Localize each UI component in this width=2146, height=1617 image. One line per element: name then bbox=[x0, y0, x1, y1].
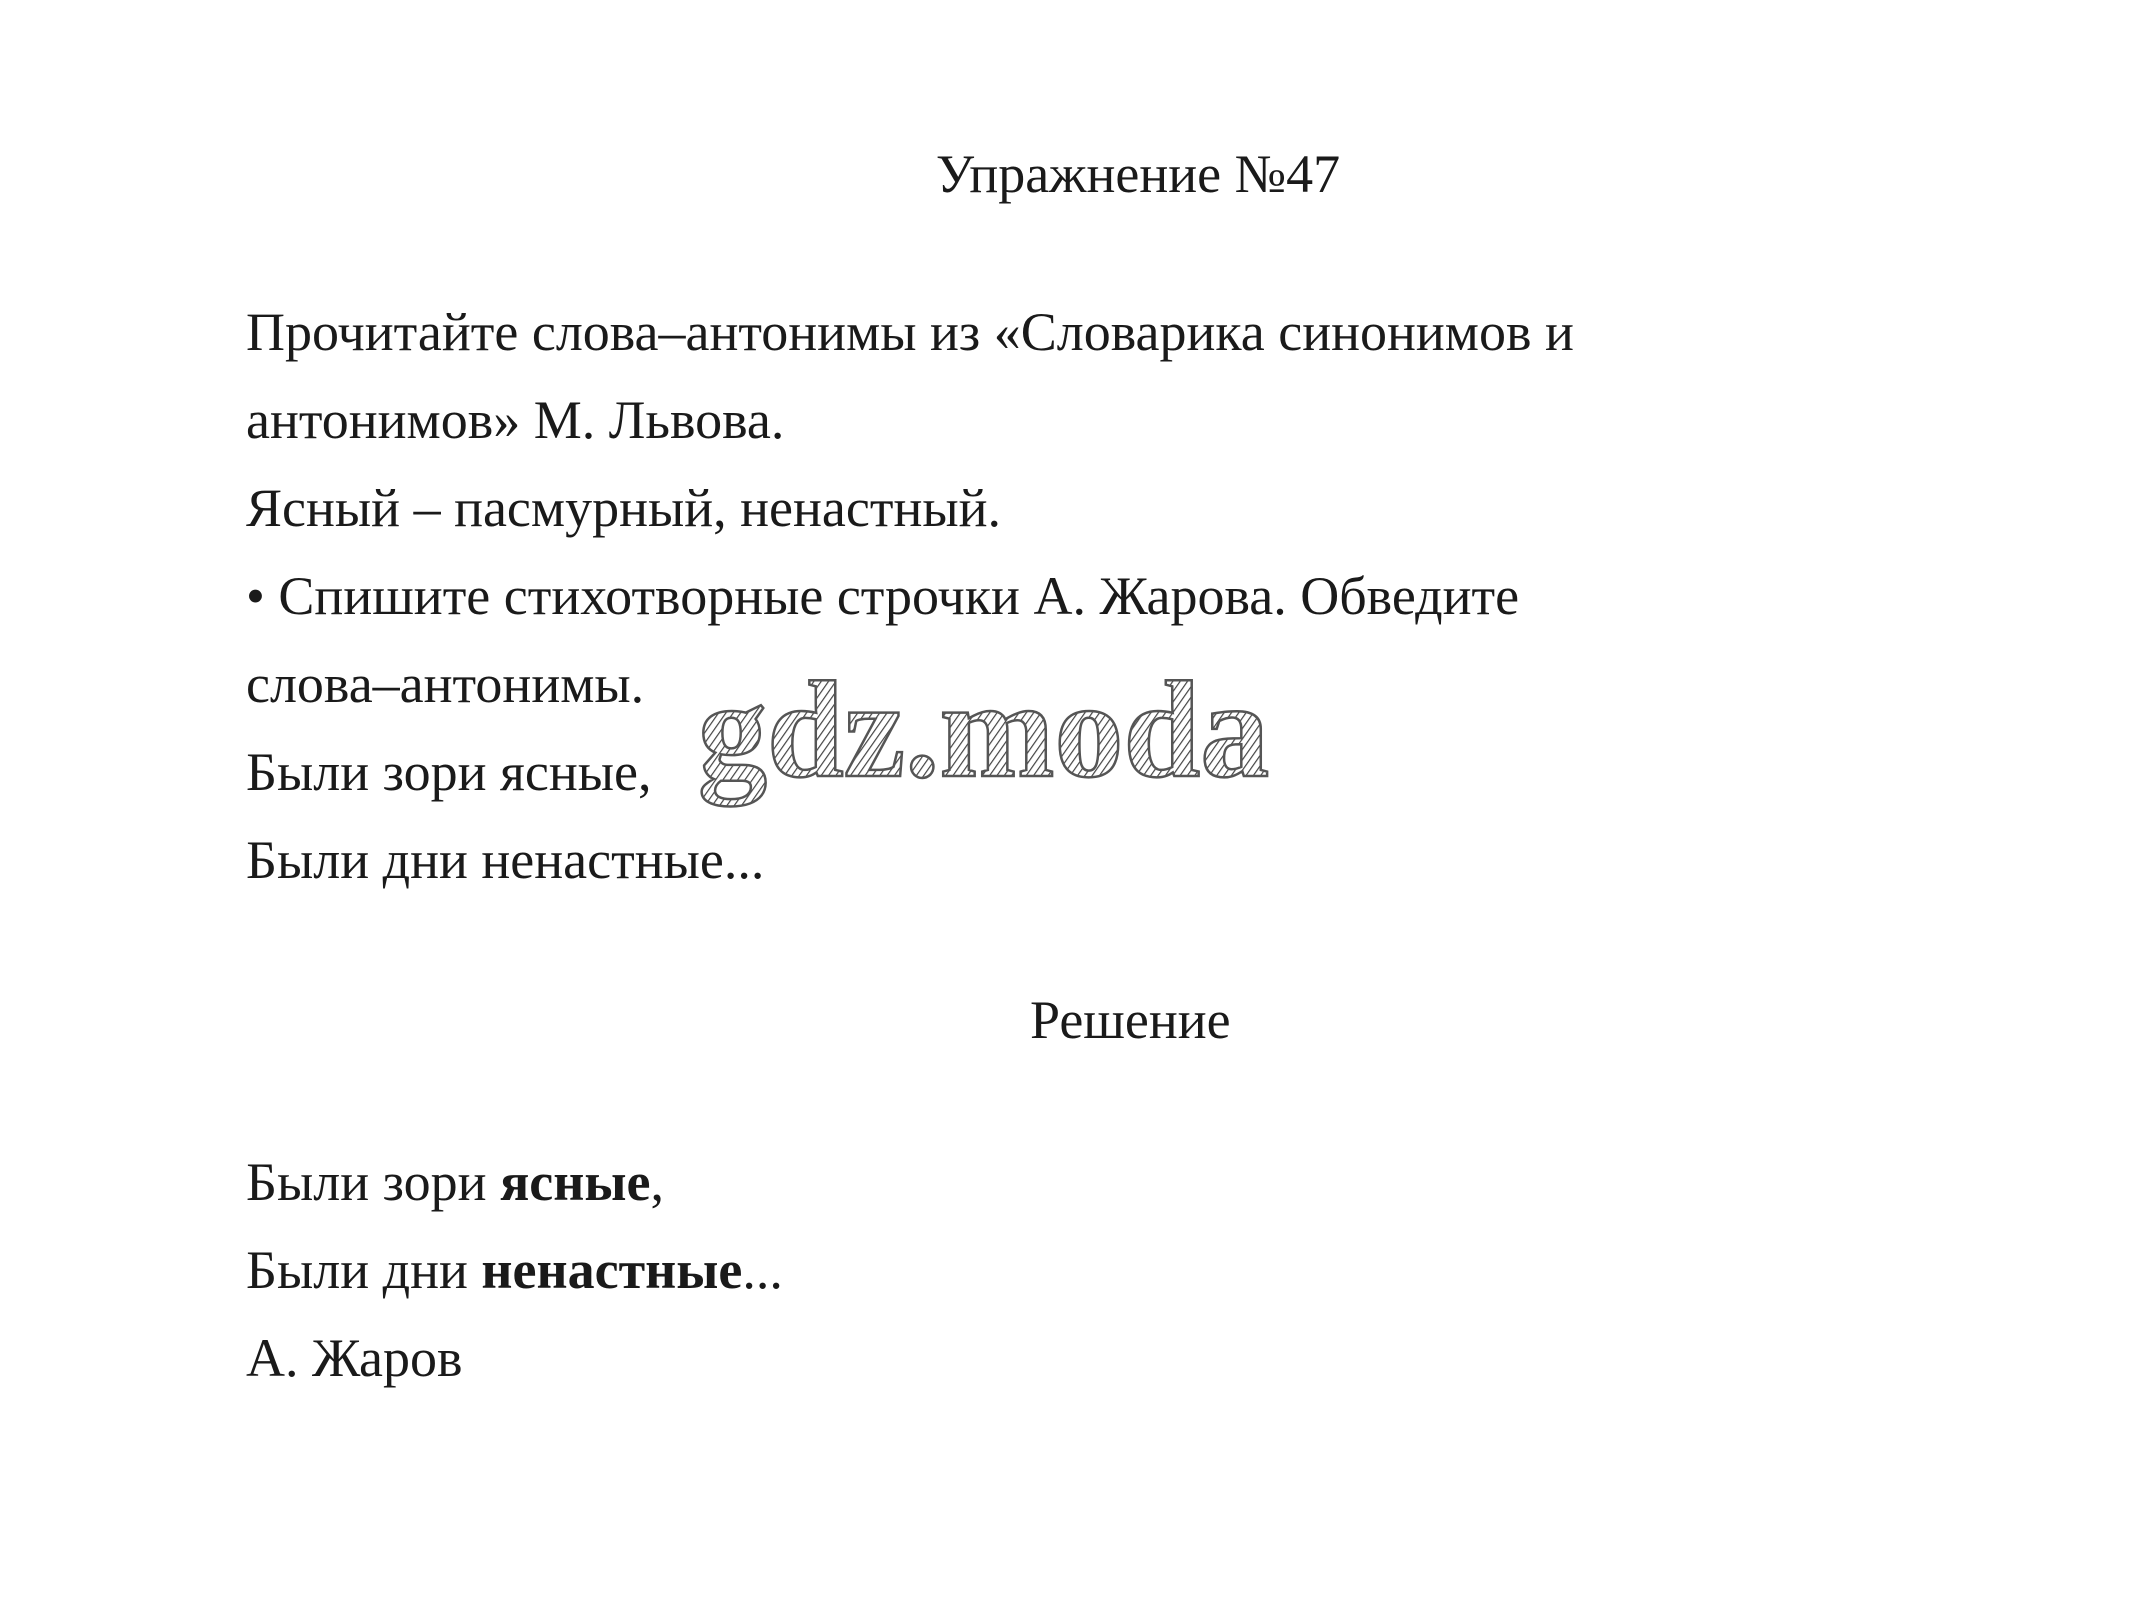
solution-line-2-suffix: ... bbox=[742, 1240, 783, 1300]
solution-line-1-prefix: Были зори bbox=[246, 1152, 501, 1212]
solution-line-2-prefix: Были дни bbox=[246, 1240, 482, 1300]
task-line-1: Прочитайте слова–антонимы из «Словарика синонимов и bbox=[246, 302, 1574, 362]
antonym-word-2: ненастные bbox=[481, 1240, 743, 1300]
task-line-7: Были дни ненастные... bbox=[246, 830, 765, 890]
solution-line-2 bbox=[246, 1238, 783, 1302]
watermark-logo bbox=[698, 668, 1308, 818]
task-line-3: Ясный – пасмурный, ненастный. bbox=[246, 478, 1002, 538]
solution-line-1-suffix: , bbox=[650, 1152, 664, 1212]
antonym-word-1: ясные bbox=[500, 1152, 651, 1212]
task-line-5: слова–антонимы. bbox=[246, 654, 645, 714]
poem-author: А. Жаров bbox=[246, 1328, 463, 1388]
exercise-title: Упражнение №47 bbox=[935, 144, 1341, 204]
solution-line-1 bbox=[246, 1150, 664, 1214]
watermark-text: gdz.moda bbox=[698, 668, 1270, 806]
task-line-4: • Спишите стихотворные строчки А. Жарова. Обведите bbox=[246, 566, 1520, 626]
solution-title: Решение bbox=[1030, 990, 1231, 1050]
task-line-2: антонимов» М. Львова. bbox=[246, 390, 785, 450]
task-line-6: Были зори ясные, bbox=[246, 742, 652, 802]
